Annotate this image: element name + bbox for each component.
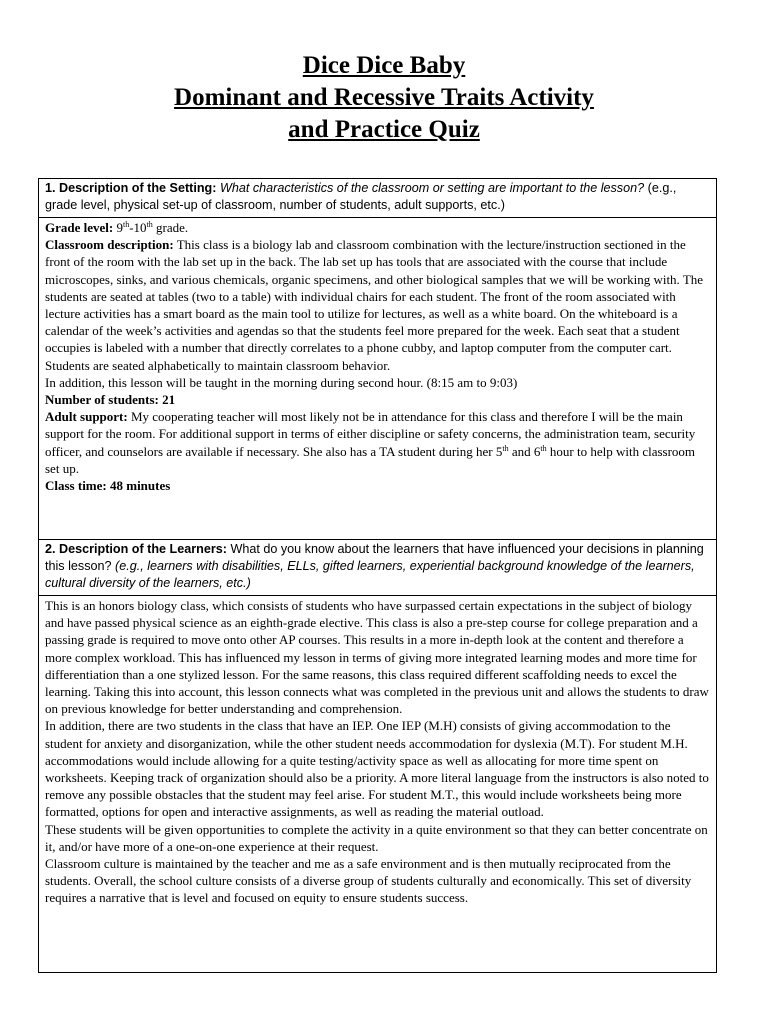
adult-support-label: Adult support: (45, 409, 128, 425)
section-1-header (39, 179, 716, 217)
learners-paragraph-2: In addition, there are two students in the class that have an IEP. One IEP (M.H) consists of giving accommodation to the student for anxiety and disorganization, while the other student needs accommodation for dyslexia (M.T). For student M.H. accommodations would include allowing for a quite testing/activity space as well as allocating for more time spent on worksheets. Keeping track of organization should also be a priority. A more literal language from the instructors is also noted to remove any possible obstacles that the student may feel arise. For student M.T., this would include worksheets being more formatted, options for open and interactive assignments, as well as reading the material outload. (45, 718, 709, 820)
class-time-text: Class time: 48 minutes (45, 478, 171, 494)
adult-support-text: My cooperating teacher will most likely not be in attendance for this class and therefore I will be the main support for the room. For additional support in terms of either discipline or safety concerns, the administration team, security officer, and counselors are available if necessary. She also has a TA student during her 5 (45, 409, 696, 459)
title-line-1: Dice Dice Baby (302, 52, 466, 79)
classroom-description (45, 236, 710, 374)
learners-paragraph-4: Classroom culture is maintained by the teacher and me as a safe environment and is then mutually reciprocated from the students. Overall, the school culture consists of a diverse group of students culturally and economically. This set of diversity requires a narrative that is level and focused on equity to ensure students success. (45, 856, 692, 906)
section-2-body (39, 595, 716, 972)
lesson-plan-table (38, 178, 717, 973)
number-of-students-text: Number of students: 21 (45, 392, 176, 408)
class-time (45, 477, 710, 494)
adult-support-text-3: hour to help with classroom set up. (45, 443, 696, 476)
adult-sup-1: th (502, 443, 509, 453)
section-1-prompt-rest: (e.g., grade level, physical set-up of classroom, number of students, adult supports, etc.) (45, 181, 677, 212)
learners-paragraph-1: This is an honors biology class, which consists of students who have surpassed certain expectations in the subject of biology and have passed physical science as an eighth-grade elective. This class is also a pre-step course for college preparation and a passing grade is required to move onto other AP courses. This results in a more in-depth look at the content and therefore a more complex workload. This has influenced my lesson in terms of giving more integrated learning modes and more time for differentiation than a one stylized lesson. For the same reasons, this class required different scaffolding needs to excel the learning. Taking this into account, this lesson connects what was completed in the previous unit and allows the students to draw on previous knowledge for better understanding and comprehension. (45, 598, 709, 717)
grade-level-value-2: -10 (129, 220, 147, 235)
section-2-prompt: What do you know about the learners that have influenced your decisions in planning this lesson? (45, 542, 704, 573)
section-2-prompt-italic: (e.g., learners with disabilities, ELLs, gifted learners, experiential background knowledge of the learners, cultural diversity of the learners, etc.) (45, 559, 695, 590)
grade-level (45, 219, 710, 236)
learners-paragraph-3: These students will be given opportunities to complete the activity in a quite environment so that they can better concentrate on it, and/or have more of a one-on-one experience at their request. (45, 821, 708, 854)
adult-support-text-2: and 6 (508, 443, 541, 459)
grade-level-value-3: grade. (152, 220, 189, 235)
classroom-description-label: Classroom description: (45, 237, 174, 253)
grade-sup-1: th (122, 220, 130, 229)
adult-sup-2: th (540, 443, 547, 453)
grade-level-value: 9 (113, 220, 123, 235)
section-2-header (39, 539, 716, 595)
section-2-heading: 2. Description of the Learners: (45, 542, 227, 556)
number-of-students (45, 391, 710, 408)
classroom-description-text: This class is a biology lab and classroom combination with the lecture/instruction sectioned in the front of the room with the lab set up in the back. The lab set up has tools that are associated with the course that include microscopes, sinks, and various chemicals, organic specimens, and other biological samples that we will be working with. The students are seated at tables (two to a table) with individual chairs for each student. The front of the room associated with lecture activities has a smart board as the main tool to utilize for lectures, as well as a white board. On the whiteboard is a calendar of the week’s activities and agendas so that the students feel more prepared for the week. Each seat that a student occupies is labeled with a number that directly correlates to a phone cubby, and laptop computer from the computer cart. Students are seated alphabetically to maintain classroom behavior. (45, 237, 704, 373)
section-1-body (39, 217, 716, 539)
title-line-2: Dominant and Recessive Traits Activity (174, 84, 594, 111)
section-1-prompt-italic: What characteristics of the classroom or setting are important to the lesson? (219, 181, 645, 195)
section-1-heading: 1. Description of the Setting: (45, 181, 217, 195)
adult-support (45, 408, 710, 477)
lesson-time-note: In addition, this lesson will be taught in the morning during second hour. (8:15 am to 9:03) (45, 374, 518, 390)
title-line-3: and Practice Quiz (288, 116, 480, 143)
grade-level-label: Grade level: (45, 220, 114, 235)
document-title (0, 50, 768, 146)
grade-sup-2: th (146, 220, 153, 229)
